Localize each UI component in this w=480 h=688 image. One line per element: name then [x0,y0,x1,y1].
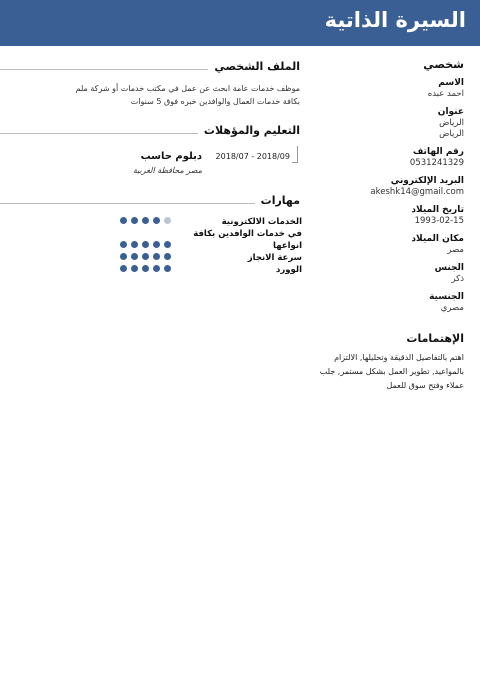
personal-field [314,106,464,140]
personal-field [314,204,464,227]
interests-title: الإهتمامات [406,332,464,345]
skill-level-dots [120,265,171,272]
skill-dot-filled [153,265,160,272]
skill-dot-filled [131,253,138,260]
skill-name: الخدمات الالكترونية [221,217,302,227]
skill-dot-filled [164,253,171,260]
timeline-tick [292,162,298,163]
header-bar [0,0,480,46]
skill-dot-filled [120,217,127,224]
skill-dot-filled [120,265,127,272]
skill-dot-filled [120,253,127,260]
field-label: الجنسية [429,292,464,302]
skill-dot-filled [153,217,160,224]
skill-dot-filled [164,241,171,248]
interests-section [314,332,464,393]
skill-dot-filled [142,217,149,224]
education-title: التعليم والمؤهلات [198,124,300,137]
field-label: البريد الإلكتروني [390,176,464,186]
education-degree: دبلوم حاسب [140,151,202,162]
field-label: رقم الهاتف [412,147,464,157]
skill-name: في خدمات الوافدين بكافة انواعها [193,229,302,251]
skill-name: الوورد [276,265,302,275]
interests-text: اهتم بالتفاصيل الدقيقة وتحليلها, الالتزام بالمواعيد, تطوير العمل بشكل مستمر, جلب عملاء وفتح سوق للعمل [319,353,464,390]
personal-field [314,291,464,314]
page-title: السيرة الذاتية [324,8,466,32]
skill-dot-filled [142,253,149,260]
skill-dot-filled [164,265,171,272]
education-place: مصر محافظة الغربية [132,166,202,175]
skill-level-dots [120,217,171,224]
field-label: مكان الميلاد [411,234,464,244]
field-value: ذكر [451,274,464,284]
education-section [0,124,302,190]
field-value: 1993-02-15 [414,216,464,226]
profile-title: الملف الشخصي [208,60,300,73]
skill-dot-filled [153,241,160,248]
skills-title: مهارات [255,194,300,207]
skill-dot-filled [131,265,138,272]
field-value: مصر [447,245,464,255]
personal-field [314,262,464,285]
skill-name: سرعة الانجاز [247,253,302,263]
education-item [0,144,302,190]
field-value: الرياض الرياض [439,118,464,139]
skill-dot-empty [164,217,171,224]
skill-level-dots [120,241,171,248]
field-label: الاسم [438,78,464,88]
skill-dot-filled [153,253,160,260]
skill-dot-filled [131,217,138,224]
field-value: احمد عبده [427,89,464,99]
personal-field [314,146,464,169]
field-label: تاريخ الميلاد [411,205,464,215]
profile-text: موظف خدمات عامة ابحث عن عمل في مكتب خدمات أو شركة ملم بكافة خدمات العمال والوافدين خبره فوق 5 سنوات [75,84,300,106]
personal-section [314,58,464,320]
personal-title: شخصي [423,58,464,71]
field-label: الجنس [434,263,464,273]
skill-dot-filled [142,265,149,272]
skill-dot-filled [142,241,149,248]
field-value: akeshk14@gmail.com [370,187,464,197]
skill-dot-filled [131,241,138,248]
skill-dot-filled [120,241,127,248]
personal-field [314,175,464,198]
skill-level-dots [120,253,171,260]
skills-section [0,194,302,275]
profile-section [0,60,302,106]
field-value: مصري [440,303,464,313]
personal-field [314,233,464,256]
personal-field [314,77,464,100]
education-date: 2018/07 - 2018/09 [215,152,290,161]
field-value: 0531241329 [409,158,464,168]
field-label: عنوان [437,107,464,117]
timeline-bar [297,146,298,162]
